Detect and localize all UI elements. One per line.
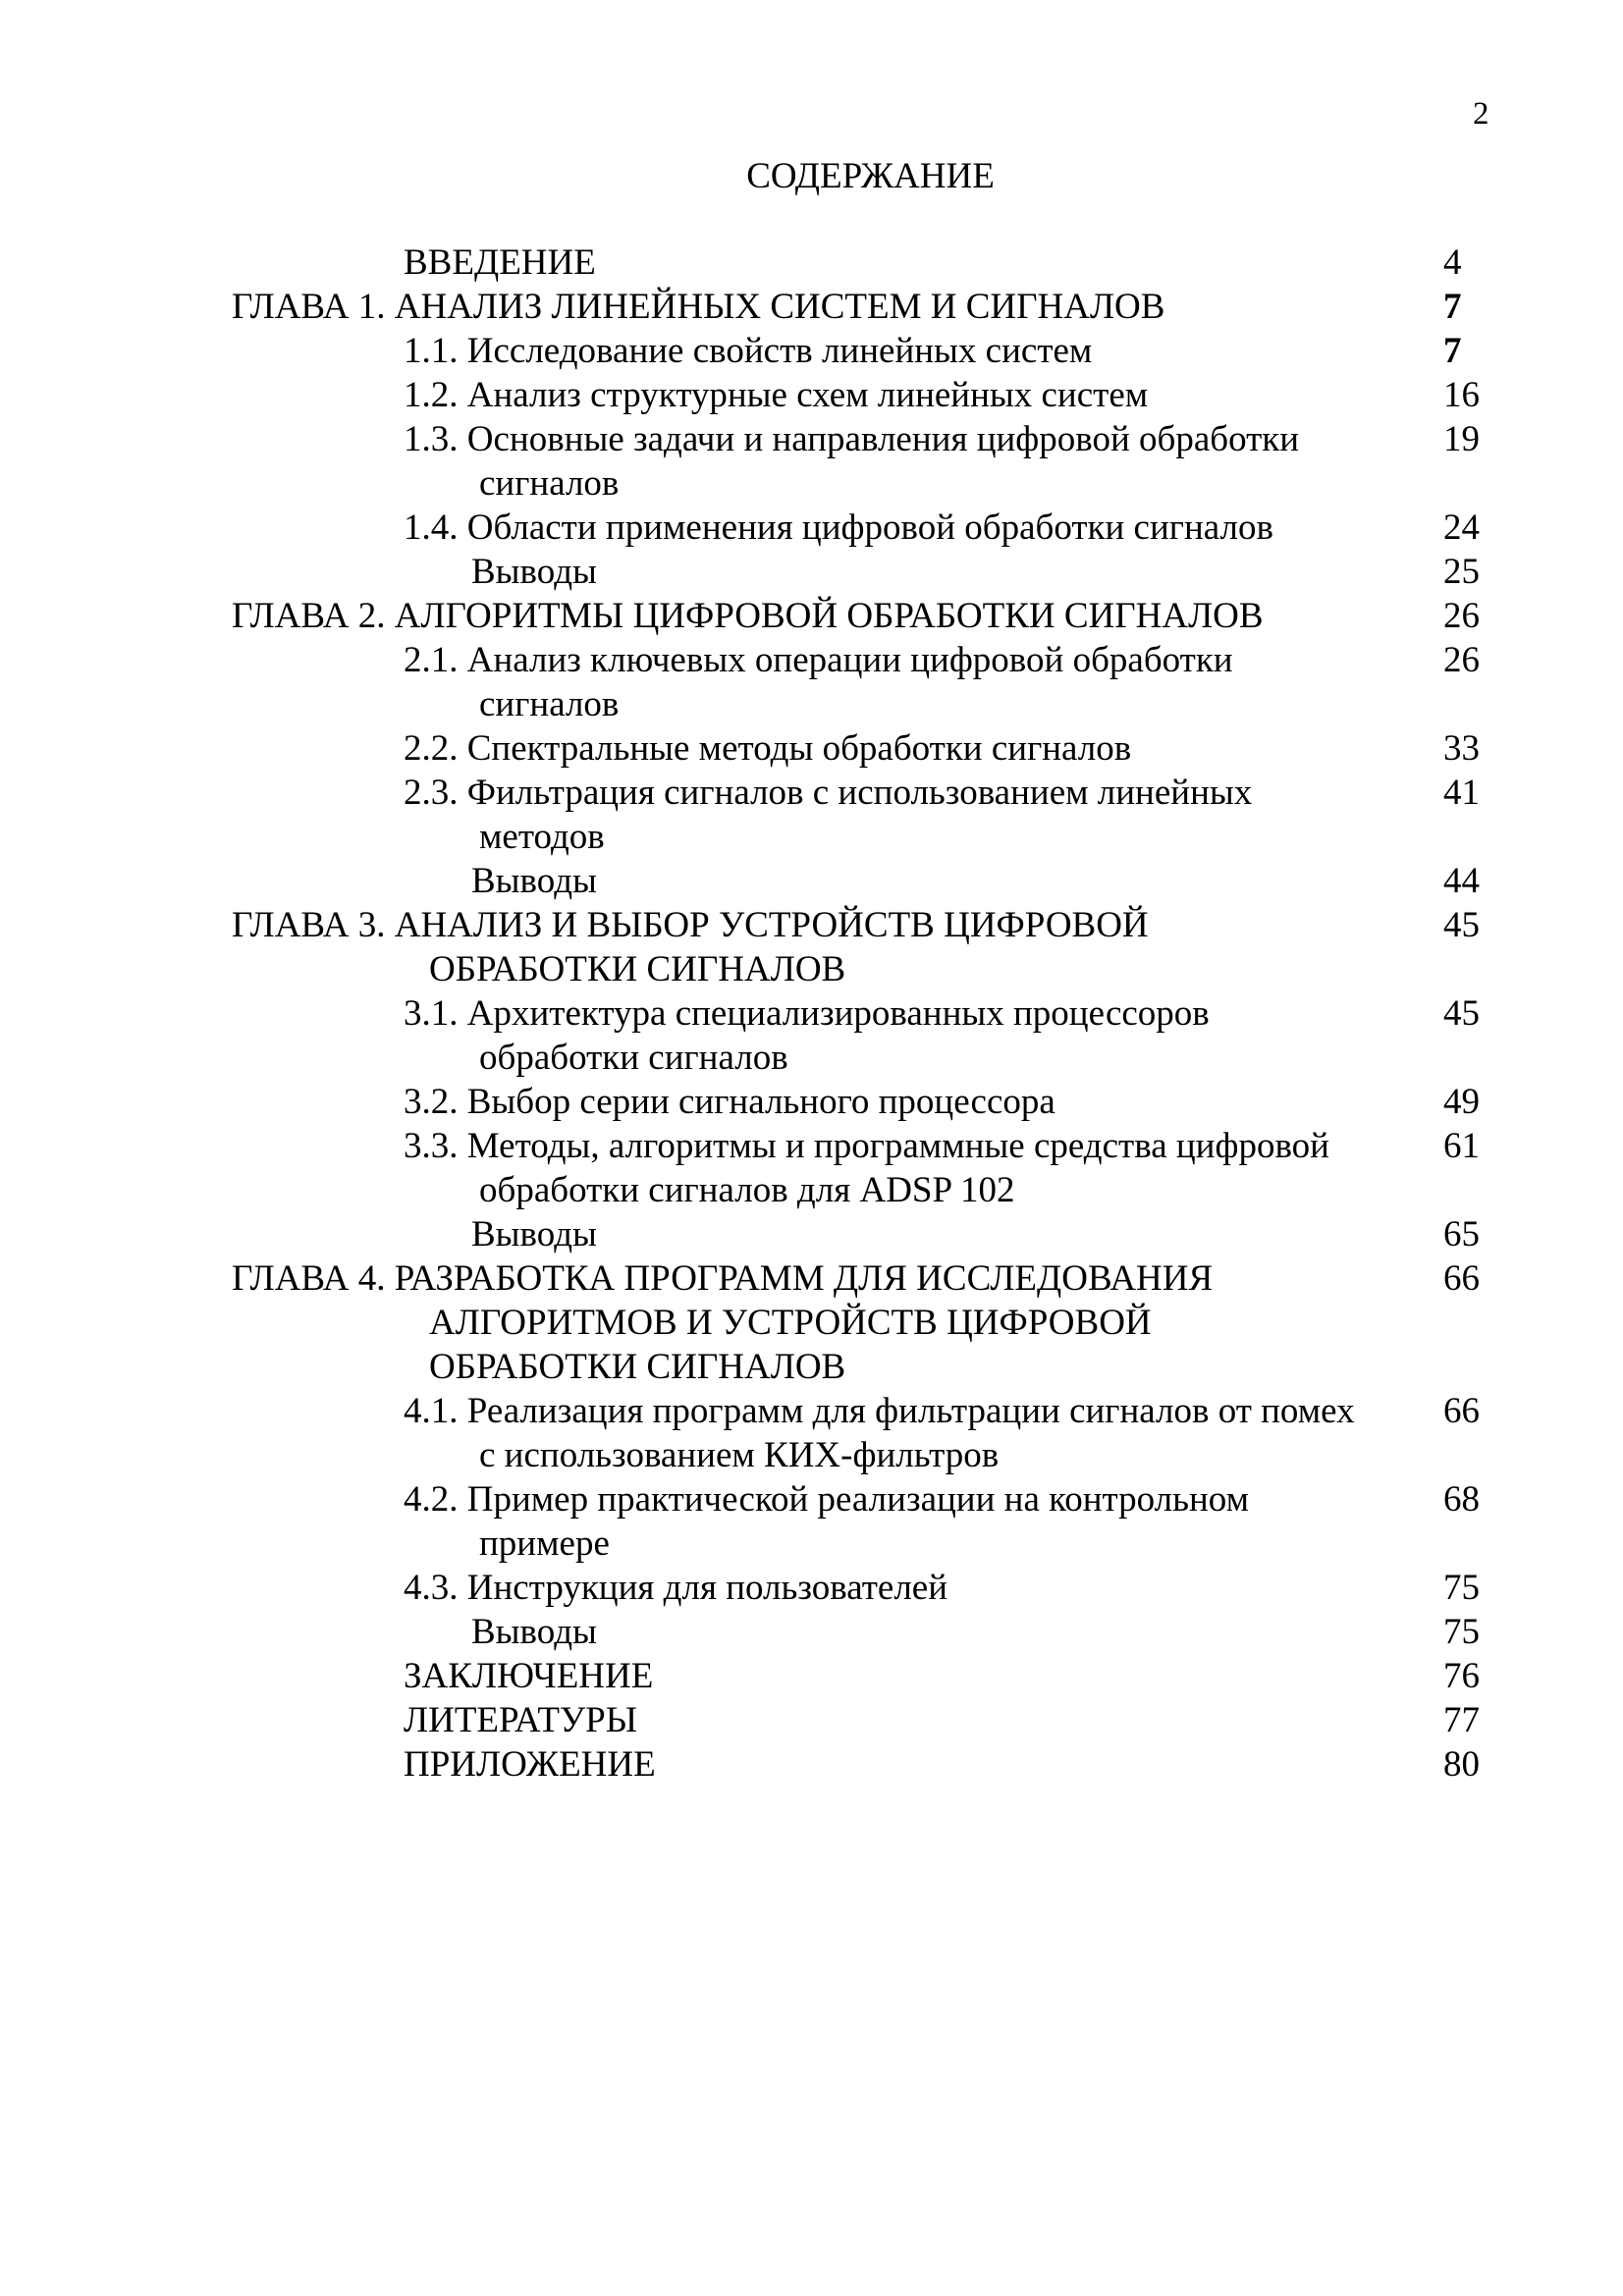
toc-entry-page-number: 7 xyxy=(1443,287,1462,327)
toc-entry-title xyxy=(0,1742,1623,1787)
toc-entry-title xyxy=(0,991,1623,1080)
toc-entry-section xyxy=(0,991,1623,1080)
toc-entry-page-number: 16 xyxy=(1443,375,1480,415)
toc-entry-title xyxy=(0,373,1623,417)
toc-entry-continuation-line: с использованием КИХ-фильтров xyxy=(479,1435,1000,1475)
toc-entry-line: ГЛАВА 3. АНАЛИЗ И ВЫБОР УСТРОЙСТВ ЦИФРОВОЙ xyxy=(232,905,1149,945)
toc-entry-page-number: 26 xyxy=(1443,596,1480,636)
toc-entry-title xyxy=(0,550,1623,594)
toc-entry-line: ЛИТЕРАТУРЫ xyxy=(404,1700,637,1740)
toc-entry-title xyxy=(0,638,1623,726)
toc-entry-section xyxy=(0,726,1623,771)
toc-entry-title xyxy=(0,1610,1623,1654)
toc-entry-title xyxy=(0,1080,1623,1124)
toc-entry-section xyxy=(0,329,1623,373)
toc-entry-page-number: 7 xyxy=(1443,331,1462,371)
toc-entry-line: 2.2. Спектральные методы обработки сигналов xyxy=(404,728,1132,769)
toc-entry-concl xyxy=(0,1610,1623,1654)
toc-entry-line: ГЛАВА 1. АНАЛИЗ ЛИНЕЙНЫХ СИСТЕМ И СИГНАЛОВ xyxy=(232,287,1165,327)
toc-entry-line: Выводы xyxy=(471,552,597,592)
toc-entry-page-number: 75 xyxy=(1443,1568,1480,1608)
toc-entry-continuation-line: ОБРАБОТКИ СИГНАЛОВ xyxy=(429,1347,846,1387)
toc-entry-page-number: 33 xyxy=(1443,728,1480,769)
toc-entry-page-number: 66 xyxy=(1443,1258,1480,1299)
toc-entry-page-number: 66 xyxy=(1443,1391,1480,1431)
toc-entry-chapter xyxy=(0,594,1623,638)
toc-entry-section xyxy=(0,1080,1623,1124)
toc-entry-page-number: 68 xyxy=(1443,1479,1480,1520)
toc-entry-title xyxy=(0,1256,1623,1389)
toc-entry-chapter xyxy=(0,903,1623,991)
toc-entry-page-number: 45 xyxy=(1443,905,1480,945)
toc-entry-line: 2.3. Фильтрация сигналов с использованием линейных xyxy=(404,773,1253,813)
toc-entry-line: 3.3. Методы, алгоритмы и программные средства цифровой xyxy=(404,1126,1329,1166)
toc-entry-chapter xyxy=(0,285,1623,329)
toc-entry-title xyxy=(0,240,1623,285)
toc-entry-page-number: 45 xyxy=(1443,993,1480,1034)
toc-entry-section xyxy=(0,1124,1623,1212)
toc-entry-page-number: 75 xyxy=(1443,1612,1480,1652)
toc-entry-continuation-line: АЛГОРИТМОВ И УСТРОЙСТВ ЦИФРОВОЙ xyxy=(429,1303,1152,1343)
toc-entry-title xyxy=(0,506,1623,550)
toc-entry-page-number: 24 xyxy=(1443,507,1480,548)
toc-entry-line: 3.1. Архитектура специализированных процессоров xyxy=(404,993,1210,1034)
toc-entry-title xyxy=(0,1654,1623,1698)
toc-entry-section xyxy=(0,417,1623,506)
toc-entry-line: ЗАКЛЮЧЕНИЕ xyxy=(404,1656,654,1696)
toc-entry-title xyxy=(0,1566,1623,1610)
toc-entry-page-number: 77 xyxy=(1443,1700,1480,1740)
toc-entry-line: ВВЕДЕНИЕ xyxy=(404,242,596,283)
toc-entry-title xyxy=(0,771,1623,859)
toc-entry-line: 3.2. Выбор серии сигнального процессора xyxy=(404,1082,1055,1122)
toc-entry-title xyxy=(0,285,1623,329)
toc-entry-title xyxy=(0,1698,1623,1742)
toc-entry-section xyxy=(0,771,1623,859)
toc-entry-line: ГЛАВА 2. АЛГОРИТМЫ ЦИФРОВОЙ ОБРАБОТКИ СИГНАЛОВ xyxy=(232,596,1264,636)
toc-entry-title xyxy=(0,594,1623,638)
toc-entry-continuation-line: сигналов xyxy=(479,463,620,504)
page-title: СОДЕРЖАНИЕ xyxy=(746,156,995,196)
toc-entry-page-number: 76 xyxy=(1443,1656,1480,1696)
toc-entry-title xyxy=(0,726,1623,771)
toc-entry-continuation-line: сигналов xyxy=(479,684,620,724)
toc-entry-title xyxy=(0,417,1623,506)
toc-entry-concl xyxy=(0,550,1623,594)
toc-entry-line: 4.1. Реализация программ для фильтрации сигналов от помех xyxy=(404,1391,1355,1431)
toc-entry-line: 1.1. Исследование свойств линейных систем xyxy=(404,331,1093,371)
toc-entry-chapter xyxy=(0,1256,1623,1389)
toc-entry-section xyxy=(0,373,1623,417)
toc-entry-concl xyxy=(0,859,1623,903)
toc-entry-title xyxy=(0,1124,1623,1212)
toc-entry-page-number: 61 xyxy=(1443,1126,1480,1166)
toc-entry-page-number: 41 xyxy=(1443,773,1480,813)
toc-entry-continuation-line: примере xyxy=(479,1523,610,1564)
toc-entry-continuation-line: обработки сигналов xyxy=(479,1038,788,1078)
toc-entry-page-number: 26 xyxy=(1443,640,1480,680)
toc-entry-title xyxy=(0,903,1623,991)
toc-entry-line: ГЛАВА 4. РАЗРАБОТКА ПРОГРАММ ДЛЯ ИССЛЕДОВАНИЯ xyxy=(232,1258,1214,1299)
toc-entry-intro xyxy=(0,1742,1623,1787)
toc-entry-page-number: 65 xyxy=(1443,1214,1480,1255)
toc-entry-section xyxy=(0,506,1623,550)
toc-entry-page-number: 4 xyxy=(1443,242,1462,283)
page-number: 2 xyxy=(1473,96,1489,132)
toc-entry-line: 1.4. Области применения цифровой обработки сигналов xyxy=(404,507,1273,548)
toc-entry-page-number: 49 xyxy=(1443,1082,1480,1122)
toc-entry-intro xyxy=(0,240,1623,285)
toc-entry-section xyxy=(0,1389,1623,1477)
toc-entry-line: 1.3. Основные задачи и направления цифровой обработки xyxy=(404,419,1300,459)
toc-entry-title xyxy=(0,1477,1623,1566)
toc-entry-line: 4.3. Инструкция для пользователей xyxy=(404,1568,948,1608)
toc-entry-line: Выводы xyxy=(471,1612,597,1652)
toc-entry-section xyxy=(0,638,1623,726)
toc-entry-line: 4.2. Пример практической реализации на контрольном xyxy=(404,1479,1249,1520)
toc-entry-title xyxy=(0,859,1623,903)
toc-entry-line: 2.1. Анализ ключевых операции цифровой обработки xyxy=(404,640,1233,680)
toc-entry-section xyxy=(0,1477,1623,1566)
toc-entry-section xyxy=(0,1566,1623,1610)
toc-entry-line: 1.2. Анализ структурные схем линейных систем xyxy=(404,375,1149,415)
toc-entry-continuation-line: обработки сигналов для ADSP 102 xyxy=(479,1170,1015,1210)
toc-entry-title xyxy=(0,1212,1623,1256)
toc-entry-concl xyxy=(0,1212,1623,1256)
table-of-contents xyxy=(0,240,1623,1787)
toc-entry-page-number: 25 xyxy=(1443,552,1480,592)
toc-entry-page-number: 19 xyxy=(1443,419,1480,459)
toc-entry-line: Выводы xyxy=(471,1214,597,1255)
toc-entry-page-number: 44 xyxy=(1443,861,1480,901)
toc-entry-page-number: 80 xyxy=(1443,1744,1480,1785)
toc-entry-title xyxy=(0,329,1623,373)
toc-entry-intro xyxy=(0,1698,1623,1742)
toc-entry-line: ПРИЛОЖЕНИЕ xyxy=(404,1744,656,1785)
toc-entry-continuation-line: методов xyxy=(479,817,605,857)
toc-entry-continuation-line: ОБРАБОТКИ СИГНАЛОВ xyxy=(429,949,846,989)
toc-entry-line: Выводы xyxy=(471,861,597,901)
toc-entry-title xyxy=(0,1389,1623,1477)
toc-entry-intro xyxy=(0,1654,1623,1698)
